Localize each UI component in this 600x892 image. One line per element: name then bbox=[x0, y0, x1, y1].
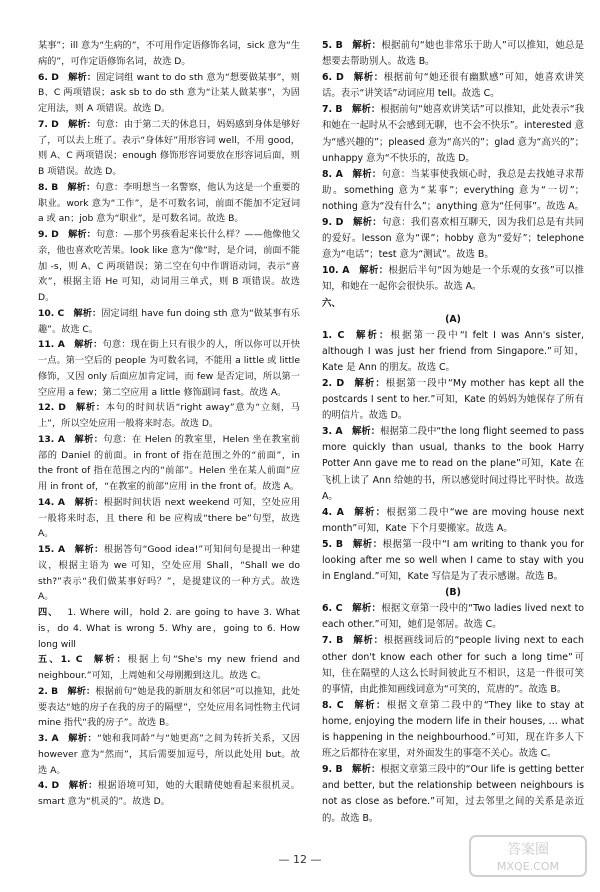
answer-number: 15. A bbox=[38, 544, 66, 555]
answer-number: 3. A bbox=[322, 426, 343, 438]
answer-text: “她和我同龄”与“她更高”之间为转折关系，又因 however 意为“然而”，其后需要加逗号，所以此处用 but。故选 A。 bbox=[38, 733, 300, 776]
analysis-label: 解析： bbox=[353, 329, 391, 341]
answer-entry bbox=[38, 652, 300, 684]
answer-text: 句意：当某事使我烦心时，我总是去找她寻求帮助。something 意为“某事”；everything 意为“一切”；nothing 意为“没有什么”；anything 意为“任何事”。故选 A。 bbox=[322, 168, 584, 212]
page-number-text: 12 bbox=[293, 853, 307, 866]
answer-text: 固定词组 have fun doing sth 意为“做某事有乐趣”。故选 C。 bbox=[38, 307, 300, 335]
answer-text: 根据第一段中“I felt I was Ann's sister, although I was just her friend from Singapore.”可知，Kate 是 Ann 的朋友。故选 C。 bbox=[322, 329, 584, 373]
answer-text: 句意：—那个男孩看起来长什么样？——他像他父亲，他也喜欢吃苦果。look like 意为“像”时，是介词，前面不能加 -s，则 A、C 两项错误；第二空在句中作谓语动词，表示“喜欢”，根据主语 He 可知，动词用三单式，则 B 项错误。故选 D。 bbox=[38, 229, 301, 303]
answer-number: 9. D bbox=[322, 217, 344, 229]
analysis-label: 解析： bbox=[352, 40, 382, 51]
answer-entry bbox=[38, 495, 300, 542]
answer-entry bbox=[322, 601, 584, 633]
answer-number: 2. B bbox=[38, 685, 59, 697]
answer-number: 6. D bbox=[322, 72, 344, 84]
analysis-label: 解析： bbox=[351, 603, 382, 615]
answer-text: 根据前句“她喜欢讲笑话”可以推知，此处表示“我和她在一起时从不会感到无聊，也不会不快乐”。interested 意为“感兴趣的”；pleased 意为“高兴的”；glad 意为“高兴的”；unhappy 意为“不快乐的，故选 D。 bbox=[322, 104, 585, 164]
answer-entry bbox=[322, 762, 584, 826]
answer-number: 6. C bbox=[322, 603, 343, 615]
answer-entry bbox=[38, 400, 300, 432]
answer-text: 句意：由于第二天的休息日，妈妈感到身体是够好了，可以去上班了。表示“身体好”用形容词 well，不用 good，则 A、C 两项错误；enough 修饰形容词要放在形容词后面，则 B 项错误。故选 D。 bbox=[38, 118, 301, 177]
answer-entry bbox=[38, 778, 300, 810]
answer-text: 句意：在 Helen 的教室里，Helen 坐在教室前部的 Daniel 的前面。in front of 指在范围之外的“前面”，in the front of 指在范围之内的“前部”。Helen 坐在某人前面”应用 in front of，“在教室的前部”应用 in the front of。故选 A。 bbox=[38, 433, 300, 492]
answer-number: 8. C bbox=[322, 699, 344, 711]
answer-text: 本句的时间状语“right away”意为“立刻，马上”，所以空处应用一般将来时态。故选 D。 bbox=[38, 402, 300, 429]
answer-entry bbox=[322, 263, 584, 295]
answer-entry bbox=[38, 432, 300, 495]
answer-number: 6. D bbox=[38, 71, 59, 83]
answer-entry bbox=[322, 70, 584, 102]
answer-entry bbox=[322, 698, 584, 762]
answer-number: 7. B bbox=[322, 635, 344, 647]
answer-text: 根据前句“她是我的新朋友和邻居”可以推知，此处要表达“她的房子在我的房子的隔壁”，空处应用名词性物主代词 mine 指代“我的房子”。故选 B。 bbox=[38, 685, 300, 729]
answer-entry bbox=[322, 505, 584, 537]
answer-number: 5. B bbox=[322, 40, 343, 51]
right-column bbox=[322, 38, 584, 827]
analysis-label: 解析： bbox=[74, 433, 104, 445]
answer-text: 根据第二段中“we are moving house next month”可知，Kate 下个月要搬家。故选 A。 bbox=[322, 506, 584, 534]
analysis-label: 解析： bbox=[73, 307, 102, 319]
answer-entry bbox=[322, 167, 584, 215]
analysis-label: 解析： bbox=[352, 538, 383, 550]
analysis-label: 解析： bbox=[91, 654, 128, 666]
analysis-label: 解析： bbox=[352, 635, 384, 647]
answer-entry bbox=[322, 376, 584, 424]
answer-entry bbox=[38, 70, 300, 117]
answer-entry bbox=[38, 38, 300, 70]
answer-entry bbox=[322, 215, 584, 263]
answer-text: 根据第一段中“My mother has kept all the postcards I sent to her.”可知，Kate 的妈妈为她保存了所有的明信片。故选 D。 bbox=[322, 377, 584, 422]
answer-number: 11. A bbox=[38, 339, 65, 351]
answer-text: 根据时间状语 next weekend 可知，空处应用一般将来时态，且 there 和 be 应构成“there be”句型，故选 A。 bbox=[38, 496, 301, 540]
answer-entry bbox=[38, 731, 300, 778]
answer-number: 9. B bbox=[322, 764, 343, 776]
answer-entry bbox=[38, 227, 300, 306]
answer-number: 四、 bbox=[38, 607, 59, 618]
analysis-label: 解析： bbox=[351, 764, 381, 776]
answer-number: 13. A bbox=[38, 433, 65, 445]
answer-number: 8. B bbox=[38, 181, 59, 193]
answer-text: 固定词组 want to do sth 意为“想要做某事”，则 B、C 两项错误；ask sb to do sth 意为“让某人做某事”，为固定用法，则 A 项错误。故选 D。 bbox=[38, 71, 300, 114]
answer-text: 1. Where will，hold 2. are going to have 3. What is，do 4. What is wrong 5. Why are，going to 6. How long will bbox=[38, 607, 300, 650]
answer-entry bbox=[322, 633, 584, 697]
answer-text: 根据文章第二段中的“They like to stay at home, enjoying the modern life in their houses, … what is happening in the neighbourhood.”可知，现在许多人下班之后都待在家里，对外面发生的事毫不关心。故选 C。 bbox=[322, 699, 584, 760]
answer-text: 句意：我们喜欢相互聊天，因为我们总是有共同的爱好。lesson 意为“课”；hobby 意为“爱好”；telephone 意为“电话”；test 意为“测试”。故选 B。 bbox=[322, 217, 584, 261]
analysis-label: 解析： bbox=[352, 217, 382, 229]
section-label bbox=[322, 296, 584, 312]
part-label: (B) bbox=[445, 587, 461, 599]
analysis-label: 解析： bbox=[67, 685, 96, 697]
answer-entry bbox=[322, 102, 584, 166]
analysis-label: 解析： bbox=[68, 118, 96, 130]
answer-entry bbox=[38, 180, 300, 227]
left-column bbox=[38, 38, 300, 810]
answer-entry bbox=[38, 337, 300, 400]
watermark-logo-icon bbox=[468, 832, 588, 880]
watermark bbox=[468, 832, 588, 884]
answer-text: 根据答句“Good idea!”可知问句是提出一种建议，根据主语为 we 可知，空处应用 Shall，“Shall we do sth?”表示“我们做某事好吗？”，是提建议的一种方式。故选 A。 bbox=[38, 544, 301, 603]
answer-text: 句意：现在街上只有很少的人，所以你可以开快一点。第一空后的 people 为可数名词，不能用 a little 或 little 修饰，又因 only 后面应加肯定词，而 few 是否定词，所以第一空应用 a few；第二空应用 a little 修饰副词 fast。故选 A。 bbox=[38, 339, 301, 398]
answer-entry bbox=[38, 542, 300, 605]
answer-number: 9. D bbox=[38, 229, 59, 240]
analysis-label: 解析： bbox=[74, 339, 103, 351]
analysis-label: 解析： bbox=[358, 265, 389, 277]
answer-text: 根据文章第三段中的“Our life is getting better and better, but the relationship between neighbours is not as close as before.”可知，过去邻里之间的关系是亲近的。故选 B。 bbox=[322, 764, 584, 824]
answer-number: 五、1. C bbox=[38, 654, 83, 666]
answer-number: 5. B bbox=[322, 538, 344, 550]
section-number: 六、 bbox=[322, 297, 341, 309]
analysis-label: 解析： bbox=[68, 229, 96, 240]
answer-number: 10. C bbox=[38, 307, 65, 319]
analysis-label: 解析： bbox=[351, 426, 381, 438]
svg-text:MXQE.COM: MXQE.COM bbox=[497, 860, 559, 873]
analysis-label: 解析： bbox=[68, 71, 97, 83]
answer-text: 句意：李明想当一名警察，他认为这是一个重要的职业。work 意为“工作”，是不可数名词，前面不能加不定冠词 a 或 an；job 意为“职业”，是可数名词。故选 B。 bbox=[38, 181, 300, 225]
svg-text:答案圈: 答案圈 bbox=[507, 842, 549, 858]
part-label: (A) bbox=[445, 313, 461, 325]
answer-entry bbox=[322, 537, 584, 585]
analysis-label: 解析： bbox=[353, 506, 387, 518]
answer-entry bbox=[38, 605, 300, 652]
answer-number: 7. D bbox=[38, 118, 59, 130]
answer-number: 2. D bbox=[322, 377, 345, 389]
answer-text: 根据第二段中“the long flight seemed to pass more quickly than usual, thanks to the book Harry Potter Ann gave me to read on the plane”可知，Kate 在飞机上读了 Ann 给她的书，所以感觉时间过得比平时快。故选 A。 bbox=[322, 426, 584, 502]
analysis-label: 解析： bbox=[67, 733, 98, 744]
answer-text: 根据画线词后的“people living next to each other don't know each other for such a long time”可知，住在隔壁的人这么长时间彼此互不相识，这是一件很可笑的事情，由此推知画线词意为“可笑的，荒唐的”。故选 B。 bbox=[322, 635, 584, 695]
analysis-label: 解析： bbox=[353, 72, 384, 84]
analysis-label: 解析： bbox=[352, 168, 382, 180]
answer-number: 8. A bbox=[322, 168, 343, 180]
analysis-label: 解析： bbox=[75, 402, 106, 414]
answer-entry bbox=[322, 328, 584, 376]
answer-text: 根据上句“She's my new friend and neighbour.”可知，上周她和父母刚搬到这儿。故选 C。 bbox=[38, 654, 300, 681]
analysis-label: 解析： bbox=[74, 544, 104, 555]
analysis-label: 解析： bbox=[353, 377, 386, 389]
answer-text: 根据文章第一段中的“Two ladies lived next to each other.”可知，她们是邻居。故选 C。 bbox=[322, 603, 584, 631]
analysis-label: 解析： bbox=[351, 104, 381, 116]
answer-number: 4. D bbox=[38, 780, 60, 792]
answer-entry bbox=[38, 117, 300, 180]
answer-number: 3. A bbox=[38, 733, 59, 744]
answer-number: 10. A bbox=[322, 265, 350, 277]
answer-number: 12. D bbox=[38, 402, 66, 414]
answer-number: 7. B bbox=[322, 104, 343, 116]
answer-text: 根据后半句“因为她是一个乐观的女孩”可以推知，和她在一起你会很快乐。故选 A。 bbox=[322, 265, 584, 293]
analysis-label: 解析： bbox=[67, 181, 96, 193]
answer-entry bbox=[322, 38, 584, 70]
answer-text: 根据前句“她也非常乐于助人”可以推知，她总是想要去帮助别人。故选 B。 bbox=[322, 40, 584, 68]
answer-text: 根据第一段中“I am writing to thank you for looking after me so well when I came to stay with you in England.”可知，Kate 写信是为了表示感谢。故选 B。 bbox=[322, 538, 584, 583]
answer-entry bbox=[38, 306, 300, 338]
answer-text: 根据前句“她还很有幽默感”可知，她喜欢讲笑话。表示“讲笑话”动词应用 tell。故选 C。 bbox=[322, 72, 584, 100]
answer-entry bbox=[38, 684, 300, 731]
answer-number: 1. C bbox=[322, 329, 345, 341]
answer-entry bbox=[322, 424, 584, 504]
answer-number: 14. A bbox=[38, 496, 66, 508]
page-number: — 12 — bbox=[278, 853, 322, 866]
analysis-label: 解析： bbox=[353, 699, 387, 711]
answer-text: 某事”；ill 意为“生病的”，不可用作定语修饰名词，sick 意为“生病的”，可作定语修饰名词，故选 D。 bbox=[38, 40, 300, 67]
analysis-label: 解析： bbox=[68, 780, 98, 792]
answer-number: 4. A bbox=[322, 506, 344, 518]
analysis-label: 解析： bbox=[74, 496, 104, 508]
answer-text: 根据语境可知，她的大眼睛使她看起来很机灵。smart 意为“机灵的”。故选 D。 bbox=[38, 780, 300, 807]
